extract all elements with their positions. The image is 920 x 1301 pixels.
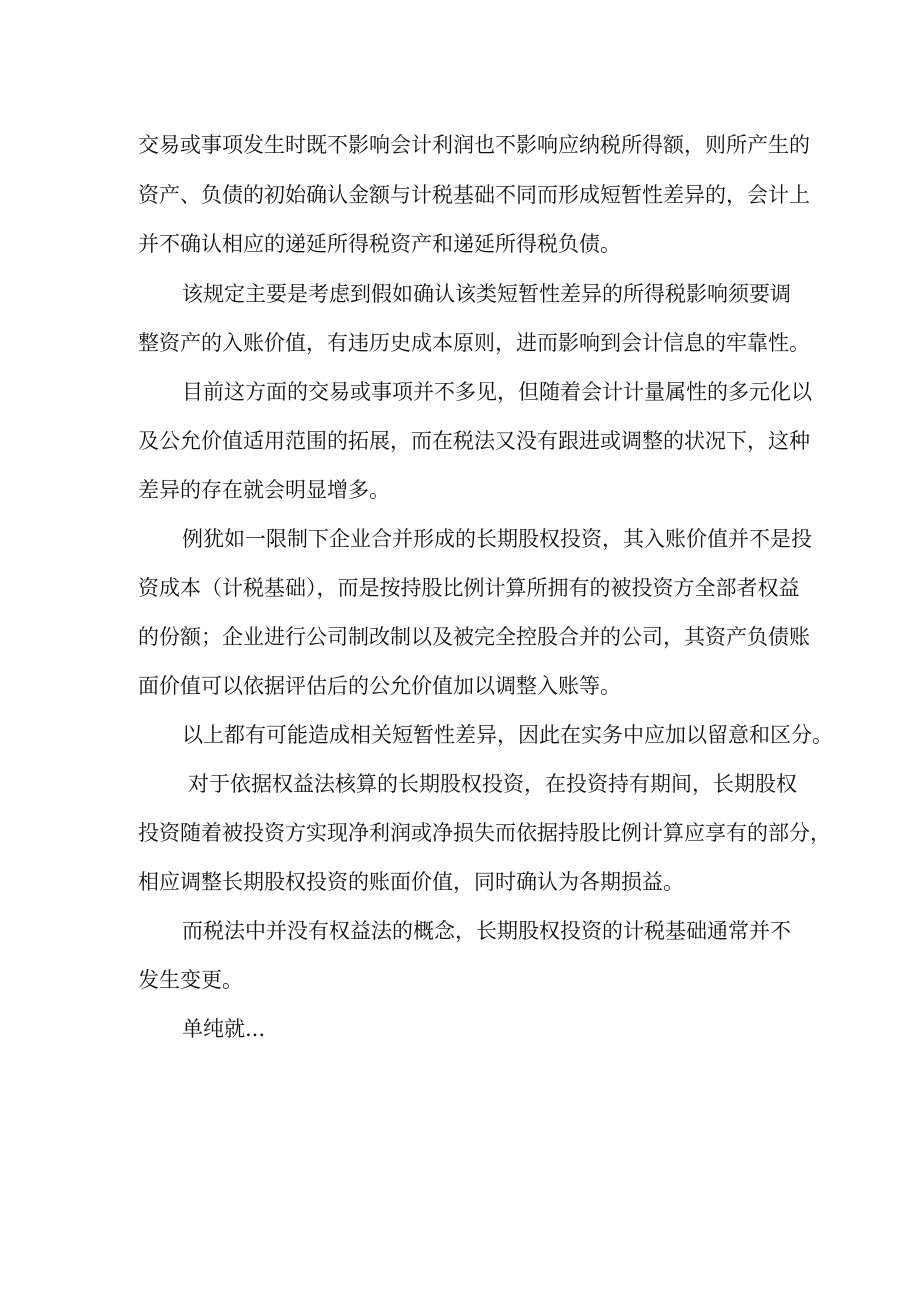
paragraph-4-line-2: 资成本（计税基础），而是按持股比例计算所拥有的被投资方全部者权益 (138, 576, 800, 600)
paragraph-4-line-3: 的份额；企业进行公司制改制以及被完全控股合并的公司，其资产负债账 (138, 625, 810, 649)
paragraph-3-line-3: 差异的存在就会明显增多。 (138, 478, 390, 502)
paragraph-6-line-2: 投资随着被投资方实现净利润或净损失而依据持股比例计算应享有的部分， (138, 821, 831, 845)
paragraph-1-line-2: 资产、负债的初始确认金额与计税基础不同而形成短暂性差异的，会计上 (138, 183, 810, 207)
paragraph-3-line-2: 及公允价值适用范围的拓展，而在税法又没有跟进或调整的状况下，这种 (138, 429, 810, 453)
paragraph-7-line-1: 而税法中并没有权益法的概念，长期股权投资的计税基础通常并不 (182, 919, 791, 943)
paragraph-3-line-1: 目前这方面的交易或事项并不多见，但随着会计计量属性的多元化以 (182, 380, 812, 404)
paragraph-6-line-3: 相应调整长期股权投资的账面价值，同时确认为各期损益。 (138, 870, 684, 894)
paragraph-1-line-1: 交易或事项发生时既不影响会计利润也不影响应纳税所得额，则所产生的 (138, 133, 810, 157)
paragraph-1-line-3: 并不确认相应的递延所得税资产和递延所得税负债。 (138, 232, 621, 256)
paragraph-2-line-1: 该规定主要是考虑到假如确认该类短暂性差异的所得税影响须要调 (182, 282, 791, 306)
paragraph-5-line-1: 以上都有可能造成相关短暂性差异，因此在实务中应加以留意和区分。 (182, 723, 833, 747)
paragraph-7-line-2: 发生变更。 (138, 968, 243, 992)
paragraph-6-line-1: 对于依据权益法核算的长期股权投资，在投资持有期间，长期股权 (188, 772, 797, 796)
paragraph-4-line-4: 面价值可以依据评估后的公允价值加以调整入账等。 (138, 674, 621, 698)
paragraph-8-line-1: 单纯就... (182, 1017, 266, 1041)
paragraph-2-line-2: 整资产的入账价值，有违历史成本原则，进而影响到会计信息的牢靠性。 (138, 331, 810, 355)
paragraph-4-line-1: 例犹如一限制下企业合并形成的长期股权投资，其入账价值并不是投 (182, 527, 812, 551)
